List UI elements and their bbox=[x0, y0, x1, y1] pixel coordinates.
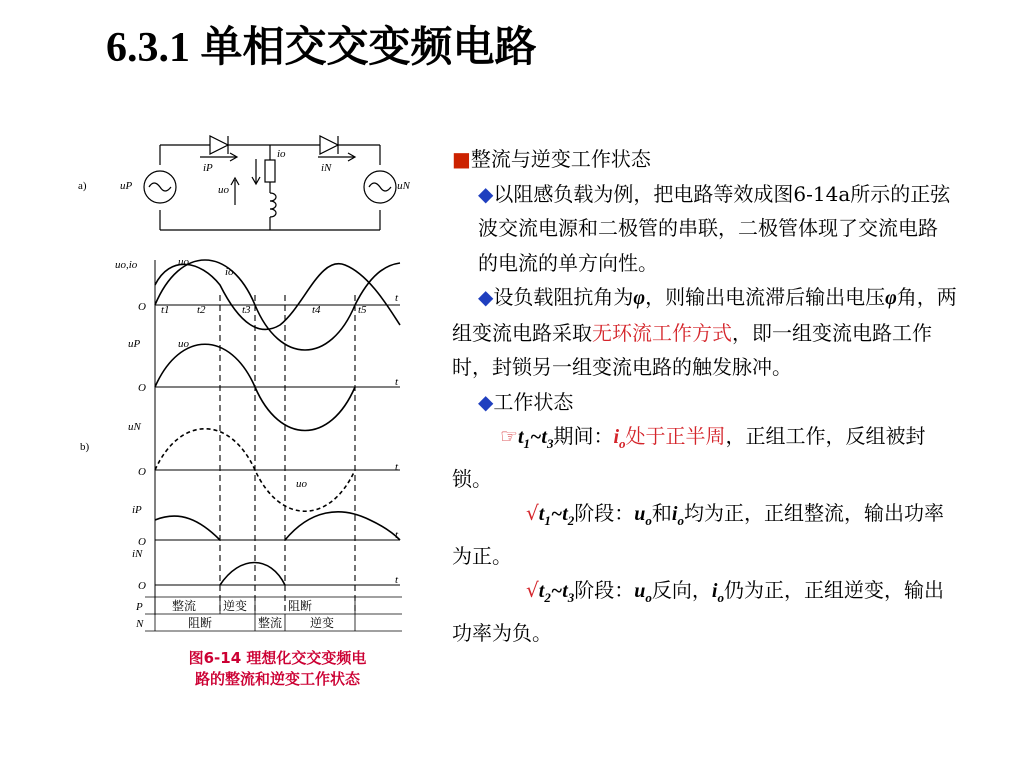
time-mark-t1: t1 bbox=[161, 304, 170, 316]
wave-label-uo-2: uo bbox=[178, 338, 189, 350]
t-axis-5: t bbox=[395, 574, 399, 586]
table-p-block: 阻断 bbox=[288, 599, 313, 613]
paragraph-4: $☞t_1\sim t_3$期间：$i_o$处于正半周，正组工作，反组被封锁。 bbox=[452, 424, 926, 491]
body-text bbox=[452, 142, 957, 650]
wave-label-uo: uo bbox=[178, 256, 189, 268]
axis-label-uo-io: uo,io bbox=[115, 259, 138, 271]
check-root-icon: √ bbox=[526, 578, 539, 602]
slide-title: 6.3.1 单相交交变频电路 bbox=[106, 25, 537, 71]
circuit-label-un: uN bbox=[397, 180, 410, 192]
origin-1: O bbox=[138, 301, 146, 313]
origin-5: O bbox=[138, 580, 146, 592]
section-heading: ■整流与逆变工作状态 bbox=[452, 147, 651, 171]
axis-label-un: uN bbox=[128, 421, 141, 433]
diode-p-icon bbox=[210, 136, 228, 154]
axis-label-in: iN bbox=[132, 548, 143, 560]
table-n-rectify: 整流 bbox=[258, 616, 283, 630]
table-head-p: P bbox=[136, 601, 143, 613]
time-mark-t4: t4 bbox=[312, 304, 321, 316]
circuit-label-up: uP bbox=[120, 180, 133, 192]
time-mark-t5: t5 bbox=[358, 304, 367, 316]
circuit-label-ip: iP bbox=[203, 162, 213, 174]
paragraph-1: ◆以阻感负载为例，把电路等效成图6-14a所示的正弦波交流电源和二极管的串联，二极管体现了交流电路的电流的单方向性。 bbox=[478, 181, 951, 275]
diamond-bullet-icon: ◆ bbox=[478, 389, 494, 414]
label-b: b) bbox=[80, 441, 90, 453]
t-axis-4: t bbox=[395, 529, 399, 541]
time-mark-t2: t2 bbox=[197, 304, 206, 316]
circuit-label-uo: uo bbox=[218, 184, 229, 196]
table-head-n: N bbox=[136, 618, 144, 630]
diode-n-icon bbox=[320, 136, 338, 154]
figure-caption bbox=[160, 648, 395, 690]
circuit-label-io: io bbox=[277, 148, 286, 160]
figure-6-14 bbox=[70, 125, 410, 645]
table-n-invert: 逆变 bbox=[310, 616, 335, 630]
wave-label-io: io bbox=[225, 266, 234, 278]
paragraph-2: ◆设负载阻抗角为φ，则输出电流滞后输出电压φ角，两组变流电路采取无环流工作方式，即一组变流电路工作时，封锁另一组变流电路的触发脉冲。 bbox=[452, 285, 957, 379]
circuit-diagram bbox=[144, 136, 396, 230]
hand-pointer-icon: ☞ bbox=[500, 424, 518, 448]
origin-4: O bbox=[138, 536, 146, 548]
axis-label-up: uP bbox=[128, 338, 141, 350]
time-dashes bbox=[220, 295, 355, 615]
table-n-block: 阻断 bbox=[188, 616, 213, 630]
paragraph-6: $√t_2\sim t_3$阶段：$u_o$反向，$i_o$仍为正，正组逆变，输出功率为负。 bbox=[452, 578, 944, 645]
paragraph-3: ◆工作状态 bbox=[478, 389, 574, 414]
resistor-icon bbox=[265, 160, 275, 182]
time-mark-t3: t3 bbox=[242, 304, 251, 316]
wave-label-uo-3: uo bbox=[296, 478, 307, 490]
diamond-bullet-icon: ◆ bbox=[478, 181, 494, 206]
diamond-bullet-icon: ◆ bbox=[478, 285, 494, 309]
paragraph-5: $√t_1\sim t_2$阶段：$u_o$和$i_o$均为正，正组整流，输出功率为正。 bbox=[452, 501, 944, 568]
inductor-icon bbox=[270, 193, 276, 217]
caption-line-2: 路的整流和逆变工作状态 bbox=[194, 670, 360, 688]
table-p-rectify: 整流 bbox=[172, 599, 197, 613]
waveform-figure bbox=[70, 125, 410, 645]
axis-label-ip: iP bbox=[132, 504, 142, 516]
t-axis-1: t bbox=[395, 292, 399, 304]
circuit-label-in: iN bbox=[321, 162, 332, 174]
t-axis-3: t bbox=[395, 461, 399, 473]
table-p-invert: 逆变 bbox=[223, 599, 248, 613]
origin-3: O bbox=[138, 466, 146, 478]
t-axis-2: t bbox=[395, 376, 399, 388]
check-root-icon: √ bbox=[526, 501, 539, 525]
square-bullet-icon: ■ bbox=[452, 147, 471, 171]
label-a: a) bbox=[78, 180, 87, 192]
origin-2: O bbox=[138, 382, 146, 394]
caption-line-1: 图6-14 理想化交交变频电 bbox=[188, 649, 367, 667]
